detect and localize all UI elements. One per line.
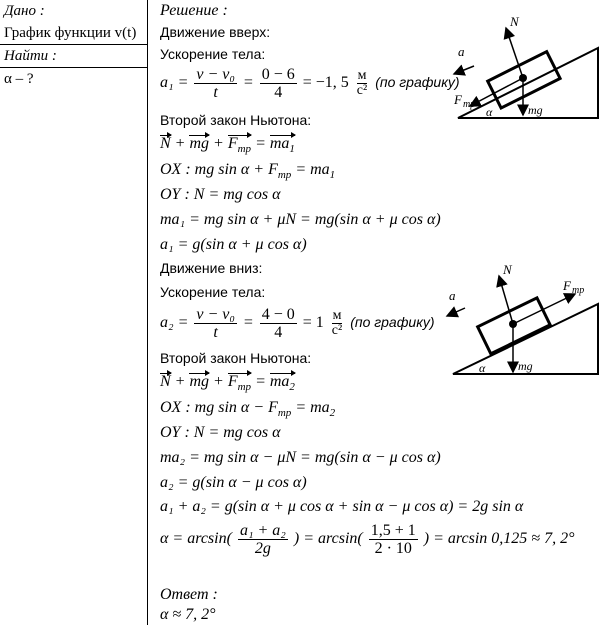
- accel-label-down: Ускорение тела:: [160, 284, 266, 300]
- a1-formula-fraction: $\frac{\text{v − v₀}}{t}$: [196, 66, 235, 101]
- a1-equation: a₁ = $\frac{\text{v − v₀}}{t}$ = $\frac{0 - 6}{4}$ = −1, 5 $\frac{м}{\text{с²}}$ (по графику): [160, 66, 460, 101]
- ox-down: OX : mg $\sin \alpha - F_{тр} = ma_2$: [160, 399, 336, 420]
- sum-line: a₁ + a₂ = g(sin α + μ cos α + sin α − μ cos α) = 2g sin α: [160, 498, 524, 515]
- a2-lhs: a₂ =: [160, 314, 189, 332]
- label-mg: mg: [518, 359, 533, 373]
- solution-header: Решение :: [160, 2, 228, 19]
- find-header: Найти :: [0, 45, 147, 68]
- alpha-formula-fraction: $\frac{\text{a₁ + a₂}}{2g}$: [239, 522, 286, 557]
- a2-values-fraction: $\frac{4 - 0}{4}$: [261, 306, 295, 341]
- given-column: [0, 0, 148, 625]
- a2-formula-fraction: $\frac{\text{v − v₀}}{t}$: [196, 306, 235, 341]
- ma2-line: ma₂ = mg sin α − μN = mg(sin α − μ cos α): [160, 449, 441, 466]
- a1-values-fraction: $\frac{0 - 6}{4}$: [261, 66, 295, 101]
- alpha-equation: α = arcsin( $\frac{\text{a₁ + a₂}}{2g}$ ) = arcsin( $\frac{1,5 + 1}{2 \cdot 10}$ ) = arcsin 0,125 ≈ 7, 2°: [160, 522, 575, 557]
- label-N: N: [503, 262, 512, 277]
- given-header: Дано :: [4, 3, 45, 19]
- newton-label-down: Второй закон Ньютона:: [160, 350, 312, 366]
- a2-final: a₂ = g(sin α − μ cos α): [160, 474, 307, 491]
- a2-equation: a₂ = $\frac{\text{v − v₀}}{t}$ = $\frac{4 - 0}{4}$ = 1 $\frac{м}{\text{с²}}$ (по графику): [160, 306, 435, 341]
- label-a: a: [458, 44, 465, 59]
- incline-diagram-up: [430, 10, 600, 125]
- down-title: Движение вниз:: [160, 260, 263, 276]
- oy-up: OY : N = mg cos α: [160, 186, 281, 203]
- a1-lhs: a₁ =: [160, 74, 189, 92]
- a1-final: a₁ = g(sin α + μ cos α): [160, 236, 307, 253]
- oy-down: OY : N = mg cos α: [160, 424, 281, 441]
- label-alpha: α: [486, 105, 493, 119]
- a1-by-graph: (по графику): [375, 74, 460, 91]
- label-F: F: [454, 92, 462, 107]
- label-N: N: [510, 14, 519, 29]
- newton-vector-up: N + mg + $F_{тр} = ma_1$: [160, 134, 295, 159]
- label-tr: тр: [463, 99, 476, 110]
- newton-vector-down: N + mg + $F_{тр} = ma_2$: [160, 372, 295, 397]
- given-item: График функции v(t): [0, 22, 147, 45]
- incline-diagram-down: [425, 262, 600, 382]
- acceleration-arrow: [447, 308, 465, 316]
- label-alpha: α: [479, 361, 486, 375]
- ox-up: OX : mg $\sin \alpha + F_{тр} = ma_1$: [160, 161, 336, 182]
- label-mg: mg: [528, 103, 543, 117]
- answer-header: Ответ :: [160, 586, 218, 603]
- a1-unit: $\frac{м}{\text{с²}}$: [356, 68, 368, 98]
- accel-label-up: Ускорение тела:: [160, 46, 266, 62]
- answer-value: α ≈ 7, 2°: [160, 606, 216, 623]
- a2-by-graph: (по графику): [350, 314, 435, 331]
- label-a: a: [449, 288, 456, 303]
- newton-label-up: Второй закон Ньютона:: [160, 112, 312, 128]
- find-item: α – ?: [4, 71, 34, 87]
- acceleration-arrow: [454, 66, 474, 74]
- label-tr: тр: [572, 285, 585, 296]
- alpha-values-fraction: $\frac{1,5 + 1}{2 \cdot 10}$: [370, 522, 416, 557]
- label-F: F: [563, 278, 571, 293]
- a2-unit: $\frac{м}{\text{с²}}$: [331, 308, 343, 338]
- up-title: Движение вверх:: [160, 24, 271, 40]
- ma1-line: ma₁ = mg sin α + μN = mg(sin α + μ cos α): [160, 211, 441, 228]
